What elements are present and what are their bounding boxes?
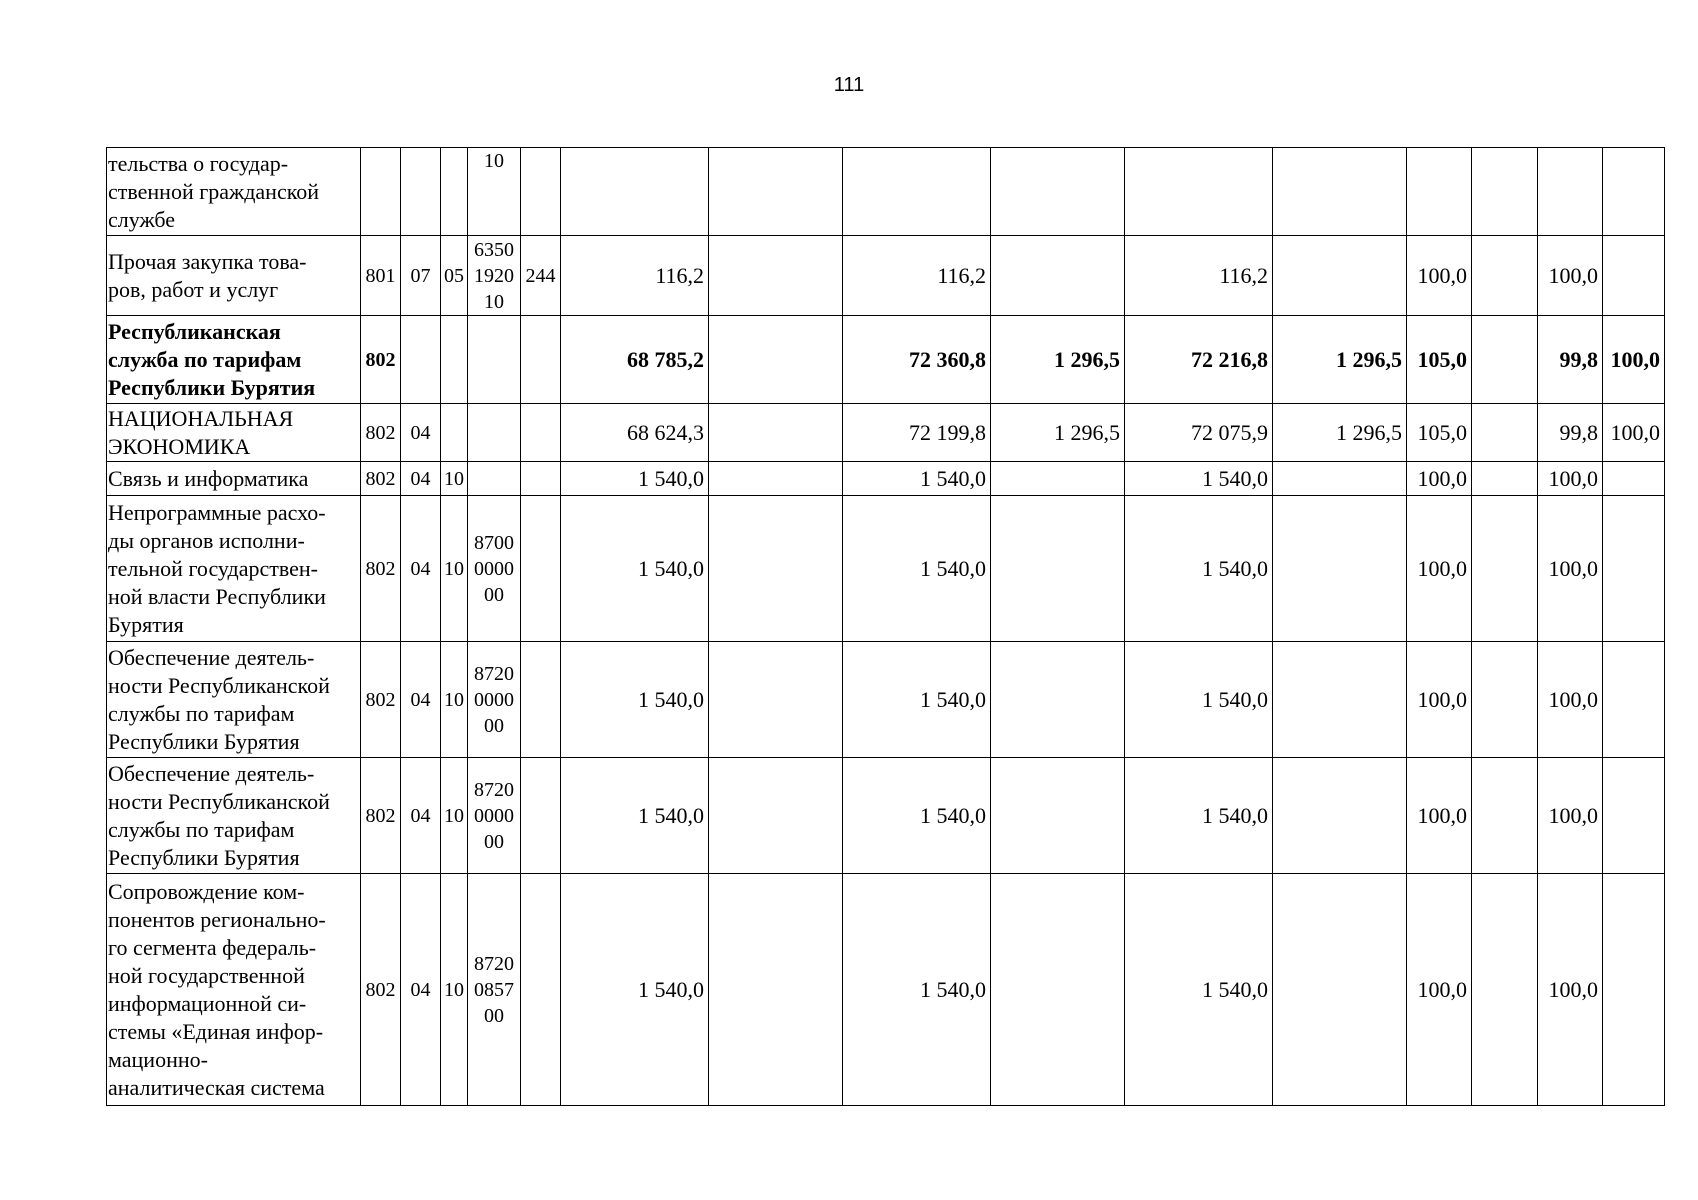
value-cell	[709, 874, 843, 1106]
value-cell: 1 540,0	[1125, 642, 1273, 758]
table-row	[107, 496, 1665, 642]
value-cell	[561, 148, 709, 236]
value-cell: 1 540,0	[561, 642, 709, 758]
percent-cell	[1472, 496, 1538, 642]
value-cell: 1 540,0	[1125, 462, 1273, 496]
percent-cell	[1472, 462, 1538, 496]
value-cell	[1273, 148, 1407, 236]
percent-cell: 100,0	[1538, 874, 1603, 1106]
table-row	[107, 148, 1665, 236]
row-name-cell: Обеспечение деятель- ности Республиканской службы по тарифам Республики Бурятия	[107, 642, 361, 758]
percent-cell	[1472, 148, 1538, 236]
value-cell: 72 360,8	[843, 316, 991, 404]
value-cell	[1273, 462, 1407, 496]
section-code-cell	[401, 148, 441, 236]
percent-cell: 105,0	[1407, 316, 1472, 404]
value-cell	[1273, 874, 1407, 1106]
value-cell: 116,2	[843, 236, 991, 316]
table-row	[107, 236, 1665, 316]
percent-cell: 100,0	[1603, 316, 1665, 404]
percent-cell: 99,8	[1538, 404, 1603, 462]
percent-cell	[1472, 404, 1538, 462]
section-code-cell: 04	[401, 758, 441, 874]
value-cell	[1273, 236, 1407, 316]
percent-cell	[1472, 236, 1538, 316]
value-cell	[1273, 642, 1407, 758]
section-code-cell: 04	[401, 642, 441, 758]
expense-type-cell	[521, 316, 561, 404]
percent-cell: 100,0	[1538, 758, 1603, 874]
percent-cell: 100,0	[1538, 642, 1603, 758]
subsection-code-cell: 10	[441, 496, 468, 642]
value-cell	[991, 462, 1125, 496]
table-row	[107, 316, 1665, 404]
percent-cell	[1472, 316, 1538, 404]
ministry-code-cell: 802	[361, 404, 401, 462]
expense-type-cell	[521, 404, 561, 462]
subsection-code-cell: 05	[441, 236, 468, 316]
percent-cell: 100,0	[1407, 642, 1472, 758]
section-code-cell	[401, 316, 441, 404]
value-cell: 1 540,0	[561, 496, 709, 642]
value-cell: 72 199,8	[843, 404, 991, 462]
percent-cell	[1603, 462, 1665, 496]
percent-cell: 100,0	[1603, 404, 1665, 462]
value-cell: 116,2	[1125, 236, 1273, 316]
percent-cell: 100,0	[1407, 496, 1472, 642]
value-cell: 1 296,5	[1273, 316, 1407, 404]
row-name-cell: тельства о государ- ственной гражданской службе	[107, 148, 361, 236]
table-row	[107, 642, 1665, 758]
value-cell: 1 540,0	[843, 874, 991, 1106]
section-code-cell: 04	[401, 874, 441, 1106]
value-cell	[991, 874, 1125, 1106]
value-cell: 1 540,0	[843, 642, 991, 758]
expense-type-cell	[521, 148, 561, 236]
percent-cell	[1472, 642, 1538, 758]
target-article-cell: 8700 0000 00	[468, 496, 521, 642]
ministry-code-cell: 802	[361, 874, 401, 1106]
value-cell: 1 540,0	[561, 462, 709, 496]
percent-cell	[1472, 758, 1538, 874]
percent-cell	[1407, 148, 1472, 236]
percent-cell: 100,0	[1538, 496, 1603, 642]
table-row	[107, 404, 1665, 462]
ministry-code-cell: 802	[361, 462, 401, 496]
value-cell	[709, 316, 843, 404]
row-name-cell: Республиканская служба по тарифам Республики Бурятия	[107, 316, 361, 404]
page-number: 111	[833, 74, 865, 96]
section-code-cell: 04	[401, 404, 441, 462]
subsection-code-cell: 10	[441, 462, 468, 496]
value-cell	[709, 642, 843, 758]
value-cell	[709, 496, 843, 642]
target-article-cell: 8720 0857 00	[468, 874, 521, 1106]
value-cell	[991, 496, 1125, 642]
row-name-cell: Связь и информатика	[107, 462, 361, 496]
expense-type-cell	[521, 758, 561, 874]
row-name-cell: Непрограммные расхо- ды органов исполни- тельной государствен- ной власти Республики Бурятия	[107, 496, 361, 642]
value-cell	[709, 236, 843, 316]
percent-cell: 100,0	[1407, 874, 1472, 1106]
value-cell: 1 540,0	[843, 758, 991, 874]
expense-type-cell	[521, 642, 561, 758]
subsection-code-cell: 10	[441, 758, 468, 874]
value-cell	[843, 148, 991, 236]
value-cell	[1273, 496, 1407, 642]
percent-cell	[1538, 148, 1603, 236]
value-cell: 72 075,9	[1125, 404, 1273, 462]
value-cell	[991, 236, 1125, 316]
percent-cell	[1603, 496, 1665, 642]
ministry-code-cell	[361, 148, 401, 236]
target-article-cell: 6350 1920 10	[468, 236, 521, 316]
subsection-code-cell: 10	[441, 874, 468, 1106]
expense-type-cell: 244	[521, 236, 561, 316]
value-cell: 1 540,0	[1125, 496, 1273, 642]
ministry-code-cell: 802	[361, 316, 401, 404]
row-name-cell: Прочая закупка това- ров, работ и услуг	[107, 236, 361, 316]
section-code-cell: 04	[401, 462, 441, 496]
section-code-cell: 07	[401, 236, 441, 316]
percent-cell: 100,0	[1538, 462, 1603, 496]
table-row	[107, 462, 1665, 496]
percent-cell	[1603, 874, 1665, 1106]
target-article-cell: 8720 0000 00	[468, 758, 521, 874]
value-cell: 1 296,5	[1273, 404, 1407, 462]
percent-cell	[1603, 642, 1665, 758]
percent-cell	[1603, 236, 1665, 316]
target-article-cell: 8720 0000 00	[468, 642, 521, 758]
value-cell	[1125, 148, 1273, 236]
value-cell: 116,2	[561, 236, 709, 316]
target-article-cell: 10	[468, 148, 521, 236]
value-cell: 1 540,0	[561, 758, 709, 874]
percent-cell: 99,8	[1538, 316, 1603, 404]
value-cell: 1 296,5	[991, 316, 1125, 404]
ministry-code-cell: 802	[361, 496, 401, 642]
ministry-code-cell: 802	[361, 642, 401, 758]
subsection-code-cell	[441, 316, 468, 404]
subsection-code-cell	[441, 148, 468, 236]
value-cell: 1 540,0	[843, 462, 991, 496]
percent-cell: 105,0	[1407, 404, 1472, 462]
value-cell	[709, 462, 843, 496]
row-name-cell: Сопровождение ком- понентов регионально- го сегмента федераль- ной государственной информационной си- стемы «Единая инфор- мационно- аналитическая система	[107, 874, 361, 1106]
value-cell	[709, 404, 843, 462]
table-row	[107, 874, 1665, 1106]
value-cell: 1 540,0	[561, 874, 709, 1106]
value-cell	[991, 758, 1125, 874]
percent-cell: 100,0	[1407, 462, 1472, 496]
value-cell: 68 785,2	[561, 316, 709, 404]
target-article-cell	[468, 404, 521, 462]
budget-table	[106, 147, 1665, 1106]
row-name-cell: Обеспечение деятель- ности Республиканской службы по тарифам Республики Бурятия	[107, 758, 361, 874]
percent-cell: 100,0	[1407, 236, 1472, 316]
value-cell: 1 296,5	[991, 404, 1125, 462]
percent-cell: 100,0	[1538, 236, 1603, 316]
value-cell: 1 540,0	[1125, 758, 1273, 874]
expense-type-cell	[521, 496, 561, 642]
value-cell	[1273, 758, 1407, 874]
expense-type-cell	[521, 874, 561, 1106]
target-article-cell	[468, 462, 521, 496]
value-cell: 72 216,8	[1125, 316, 1273, 404]
value-cell	[991, 148, 1125, 236]
ministry-code-cell: 802	[361, 758, 401, 874]
value-cell	[991, 642, 1125, 758]
subsection-code-cell	[441, 404, 468, 462]
percent-cell: 100,0	[1407, 758, 1472, 874]
value-cell: 68 624,3	[561, 404, 709, 462]
percent-cell	[1603, 148, 1665, 236]
ministry-code-cell: 801	[361, 236, 401, 316]
row-name-cell: НАЦИОНАЛЬНАЯ ЭКОНОМИКА	[107, 404, 361, 462]
value-cell: 1 540,0	[843, 496, 991, 642]
value-cell	[709, 148, 843, 236]
value-cell: 1 540,0	[1125, 874, 1273, 1106]
table-row	[107, 758, 1665, 874]
value-cell	[709, 758, 843, 874]
percent-cell	[1472, 874, 1538, 1106]
percent-cell	[1603, 758, 1665, 874]
target-article-cell	[468, 316, 521, 404]
expense-type-cell	[521, 462, 561, 496]
section-code-cell: 04	[401, 496, 441, 642]
subsection-code-cell: 10	[441, 642, 468, 758]
